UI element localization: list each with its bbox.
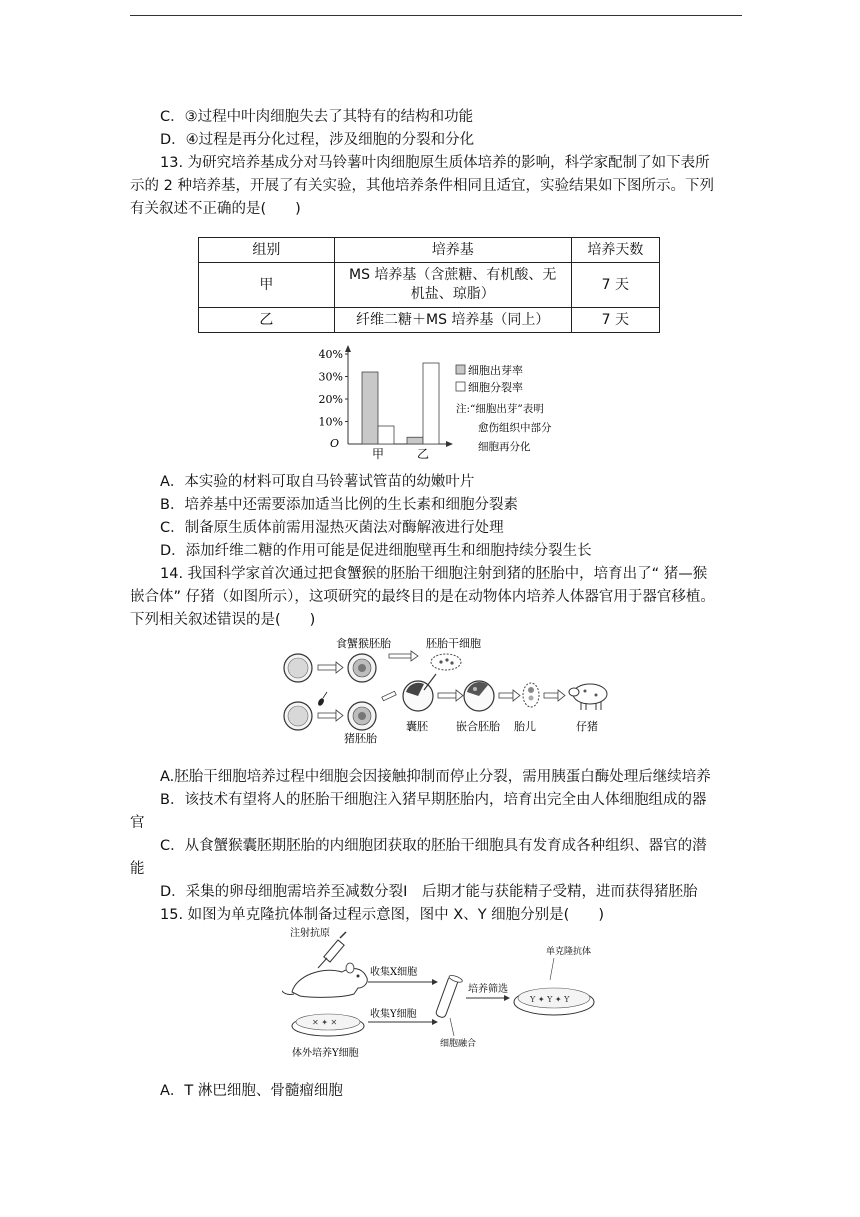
table-row: [199, 308, 660, 333]
q14-option-c-line1: C．从食蟹猴囊胚期胚胎的内细胞团获取的胚胎干细胞具有发育成各种组织、器官的潜: [160, 838, 707, 854]
q13-option-b: B．培养基中还需要添加适当比例的生长素和细胞分裂素: [160, 497, 518, 513]
q13-option-d: D．添加纤维二糖的作用可能是促进细胞壁再生和细胞持续分裂生长: [160, 543, 592, 559]
label-collect-y: 收集Y细胞: [370, 1009, 417, 1020]
svg-text:✕ ✦ ✕: ✕ ✦ ✕: [312, 1018, 338, 1027]
table-cell: 乙: [199, 308, 335, 333]
label-pig-embryo: 猪胚胎: [344, 732, 377, 745]
arrow-icon: [368, 979, 438, 985]
chart-note-line3: 细胞再分化: [478, 441, 531, 453]
bar-division-0: [378, 426, 394, 444]
table-header-row: [199, 238, 660, 263]
arrow-icon: [318, 710, 343, 721]
q13-bar-chart: [310, 340, 580, 460]
label-collect-x: 收集X细胞: [370, 967, 418, 978]
antibody-dish-icon: [514, 988, 594, 1015]
q14-option-b-line2: 官: [130, 815, 145, 831]
table-cell: 纤维二糖＋MS 培养基（同上）: [334, 308, 571, 333]
arrow-icon: [389, 651, 418, 661]
test-tube-icon: [435, 974, 463, 1018]
q14-chimera-diagram: [278, 632, 618, 747]
q14-stem-line2: 嵌合体” 仔猪（如图所示），这项研究的最终目的是在动物体内培养人体器官用于器官移植。: [130, 589, 715, 605]
chart-legend: [456, 363, 523, 394]
q15-monoclonal-diagram: [282, 922, 607, 1072]
q15-stem: 15. 如图为单克隆抗体制备过程示意图，图中 X、Y 细胞分别是( ): [160, 907, 604, 923]
sperm-icon: [317, 692, 327, 707]
arrow-icon: [438, 690, 463, 701]
blastocyst-icon: [403, 674, 436, 711]
arrow-icon: [466, 995, 510, 1001]
q14-option-d: D．采集的卵母细胞需培养至减数分裂Ⅰ 后期才能与获能精子受精，进而获得猪胚胎: [160, 884, 698, 900]
legend-label: 细胞出芽率: [468, 364, 523, 377]
label-blastocyst: 囊胚: [406, 720, 428, 733]
monkey-oocyte-icon: [284, 654, 312, 682]
header-rule: [130, 15, 742, 16]
table-cell-line: 机盐、琼脂）: [410, 286, 495, 302]
table-header: 培养基: [334, 238, 571, 263]
q13-stem-line1: 13. 为研究培养基成分对马铃薯叶肉细胞原生质体培养的影响，科学家配制了如下表所: [160, 155, 710, 171]
table-cell: [334, 263, 571, 308]
label-in-vitro-y: 体外培养Y细胞: [292, 1048, 359, 1059]
bar-division-1: [423, 363, 439, 444]
table-cell: 7 天: [571, 308, 659, 333]
q14-option-a: A.胚胎干细胞培养过程中细胞会因接触抑制而停止分裂，需用胰蛋白酶处理后继续培养: [160, 769, 711, 785]
q12-option-c: C．③过程中叶肉细胞失去了其特有的结构和功能: [160, 109, 474, 125]
label-stem-cell: 胚胎干细胞: [426, 637, 481, 650]
y-tick-label: 30%: [318, 370, 343, 384]
pig-oocyte-icon: [284, 702, 312, 730]
q13-stem-line3: 有关叙述不正确的是( ): [130, 201, 301, 217]
bar-budding-0: [362, 372, 378, 444]
table-header: 组别: [199, 238, 335, 263]
label-monoclonal-antibody: 单克隆抗体: [546, 947, 592, 957]
table-cell-line: MS 培养基（含蔗糖、有机酸、无: [349, 267, 557, 283]
table-row: [199, 263, 660, 308]
q13-table: [198, 237, 660, 333]
x-category-label: 乙: [416, 447, 430, 460]
x-category-label: 甲: [371, 447, 385, 460]
label-inject-antigen: 注射抗原: [290, 928, 330, 939]
label-monkey-embryo: 食蟹猴胚胎: [336, 637, 391, 650]
legend-swatch-division: [456, 382, 465, 391]
q13-option-a: A．本实验的材料可取自马铃薯试管苗的幼嫩叶片: [160, 474, 475, 490]
chart-origin-label: O: [330, 437, 340, 450]
legend-swatch-budding: [456, 365, 465, 374]
label-piglet: 仔猪: [576, 720, 598, 733]
table-cell: 甲: [199, 263, 335, 308]
arrow-icon: [318, 662, 343, 673]
table-header: 培养天数: [571, 238, 659, 263]
fetus-icon: [523, 683, 539, 707]
chart-note-line1: 注:“细胞出芽”表明: [456, 403, 544, 415]
pig-embryo-icon: [348, 702, 376, 730]
label-culture-screen: 培养筛选: [468, 984, 508, 995]
q14-stem-line1: 14. 我国科学家首次通过把食蟹猴的胚胎干细胞注射到猪的胚胎中，培育出了“ 猪—猴: [160, 566, 708, 582]
q14-option-b-line1: B．该技术有望将人的胚胎干细胞注入猪早期胚胎内，培育出完全由人体细胞组成的器: [160, 792, 707, 808]
chart-note-line2: 愈伤组织中部分: [478, 422, 552, 434]
label-cell-fusion: 细胞融合: [440, 1039, 477, 1049]
bar-budding-1: [407, 437, 423, 444]
piglet-icon: [569, 684, 607, 710]
y-tick-label: 10%: [318, 415, 343, 429]
chimera-embryo-icon: [464, 681, 494, 711]
q15-option-a: A．T 淋巴细胞、骨髓瘤细胞: [160, 1083, 343, 1099]
label-chimera-embryo: 嵌合胚胎: [456, 720, 500, 733]
arrow-icon: [382, 691, 396, 701]
arrow-icon: [544, 690, 565, 701]
q12-option-d: D．④过程是再分化过程，涉及细胞的分裂和分化: [160, 132, 475, 148]
label-fetus: 胎儿: [514, 720, 536, 733]
arrow-icon: [499, 690, 520, 701]
culture-dish-y-icon: [292, 1014, 364, 1036]
mouse-icon: [282, 963, 367, 997]
y-tick-label: 40%: [318, 348, 343, 361]
q14-option-c-line2: 能: [130, 861, 145, 877]
stem-cell-dish-icon: [431, 654, 461, 670]
monkey-embryo-icon: [348, 654, 376, 682]
q13-option-c: C．制备原生质体前需用湿热灭菌法对酶解液进行处理: [160, 520, 504, 536]
y-tick-label: 20%: [318, 393, 343, 406]
svg-text:Y ✦ Y ✦ Y: Y ✦ Y ✦ Y: [530, 995, 570, 1004]
q14-stem-line3: 下列相关叙述错误的是( ): [130, 612, 316, 628]
legend-label: 细胞分裂率: [468, 381, 523, 394]
table-cell: 7 天: [571, 263, 659, 308]
q13-stem-line2: 示的 2 种培养基，开展了有关实验，其他培养条件相同且适宜，实验结果如下图所示。下列: [130, 178, 714, 194]
